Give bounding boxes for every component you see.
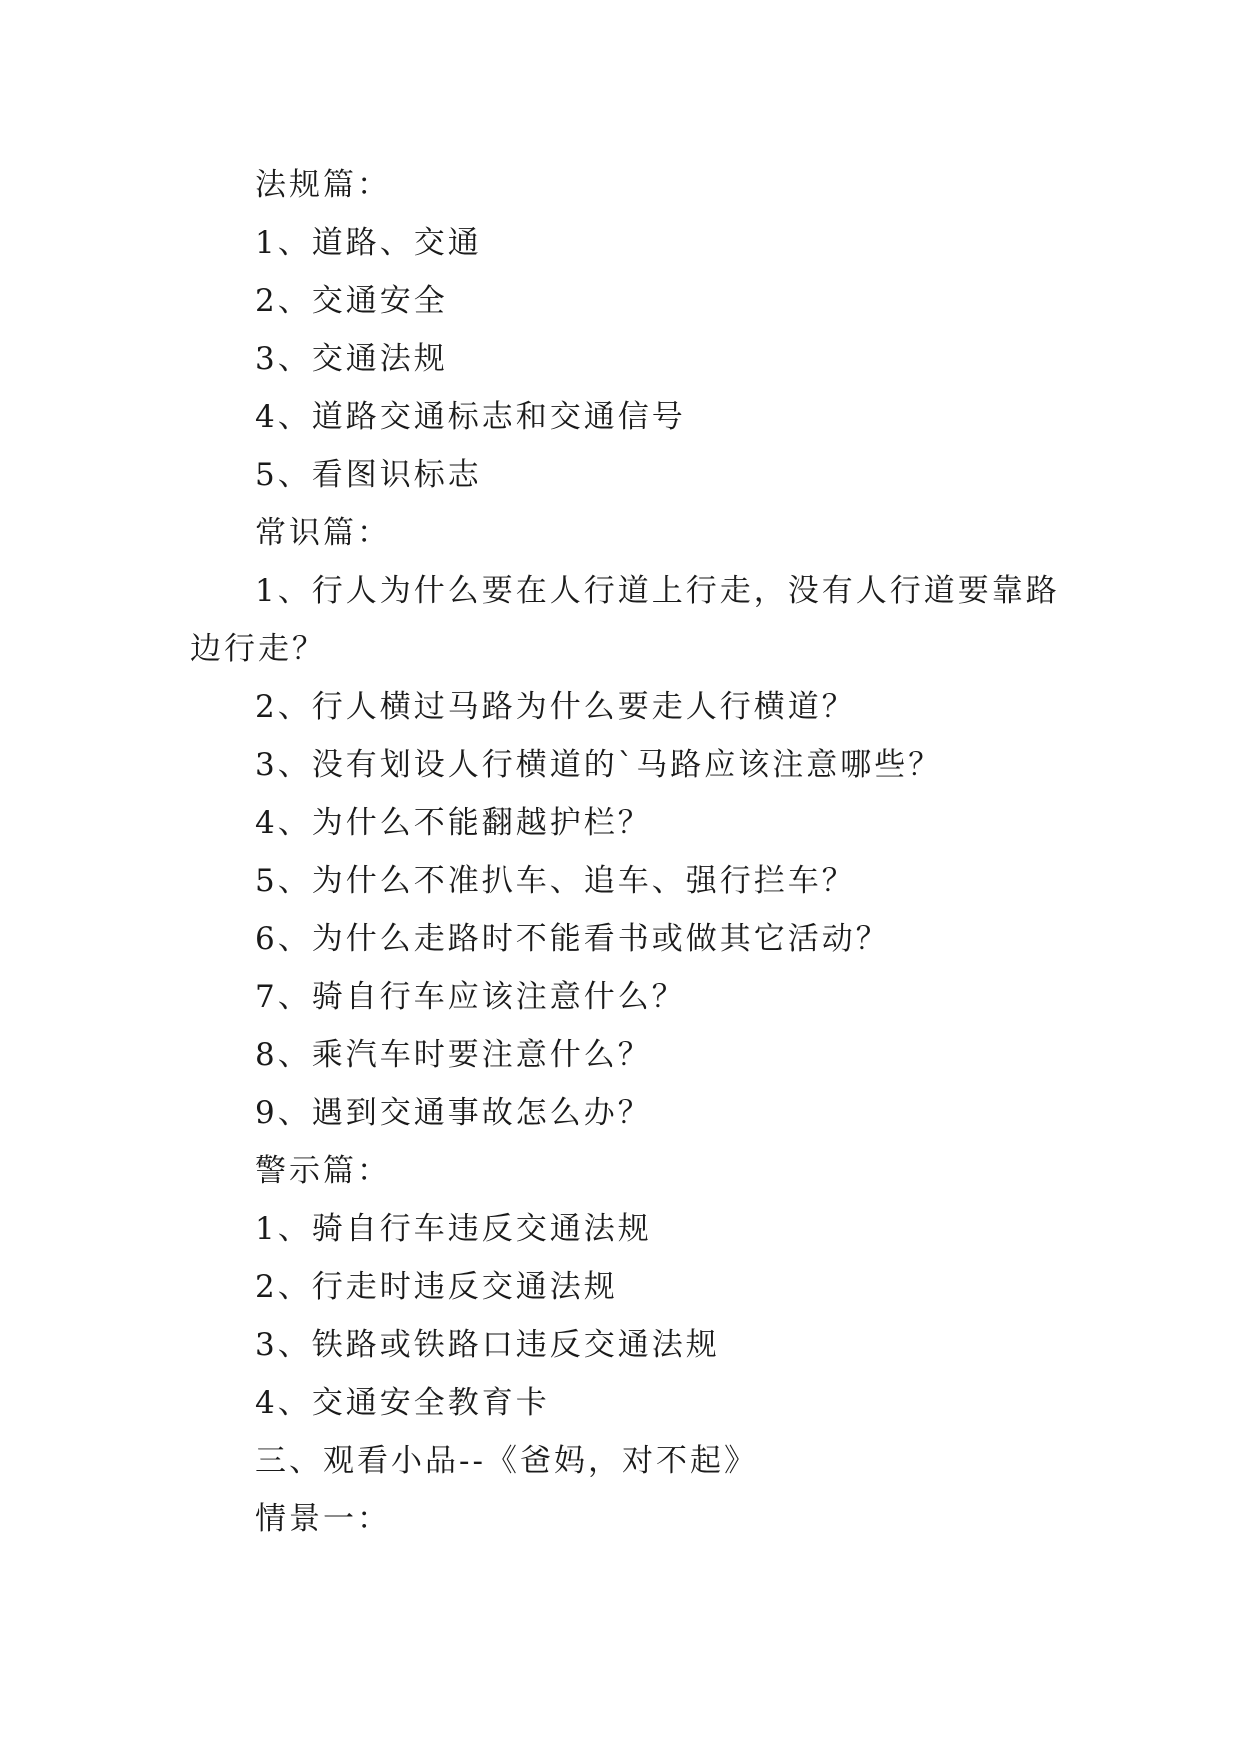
list-item: 3、铁路或铁路口违反交通法规 [255, 1327, 720, 1363]
list-item: 5、看图识标志 [255, 457, 482, 493]
list-item: 2、行走时违反交通法规 [255, 1269, 618, 1305]
list-item: 4、道路交通标志和交通信号 [255, 399, 686, 435]
list-item: 5、为什么不准扒车、追车、强行拦车？ [255, 863, 856, 899]
document-body [190, 156, 1060, 1548]
scene-heading: 情景一： [255, 1501, 391, 1537]
list-item: 3、交通法规 [255, 341, 448, 377]
list-item: 4、交通安全教育卡 [255, 1385, 550, 1421]
section-heading-regulations: 法规篇： [255, 167, 391, 203]
section-heading-common-sense: 常识篇： [255, 515, 391, 551]
list-item-continuation: 边行走？ [190, 631, 326, 667]
list-item: 1、骑自行车违反交通法规 [255, 1211, 652, 1247]
list-item: 3、没有划设人行横道的`马路应该注意哪些？ [255, 747, 943, 783]
list-item: 2、交通安全 [255, 283, 448, 319]
list-item: 6、为什么走路时不能看书或做其它活动？ [255, 921, 890, 957]
list-item: 1、道路、交通 [255, 225, 482, 261]
list-item: 4、为什么不能翻越护栏？ [255, 805, 652, 841]
section-heading-warnings: 警示篇： [255, 1153, 391, 1189]
section-heading-skit: 三、观看小品--《爸妈，对不起》 [255, 1443, 758, 1479]
list-item: 1、行人为什么要在人行道上行走，没有人行道要靠路 [255, 573, 1060, 609]
list-item: 2、行人横过马路为什么要走人行横道？ [255, 689, 856, 725]
list-item: 9、遇到交通事故怎么办？ [255, 1095, 652, 1131]
list-item: 7、骑自行车应该注意什么？ [255, 979, 686, 1015]
list-item: 8、乘汽车时要注意什么？ [255, 1037, 652, 1073]
